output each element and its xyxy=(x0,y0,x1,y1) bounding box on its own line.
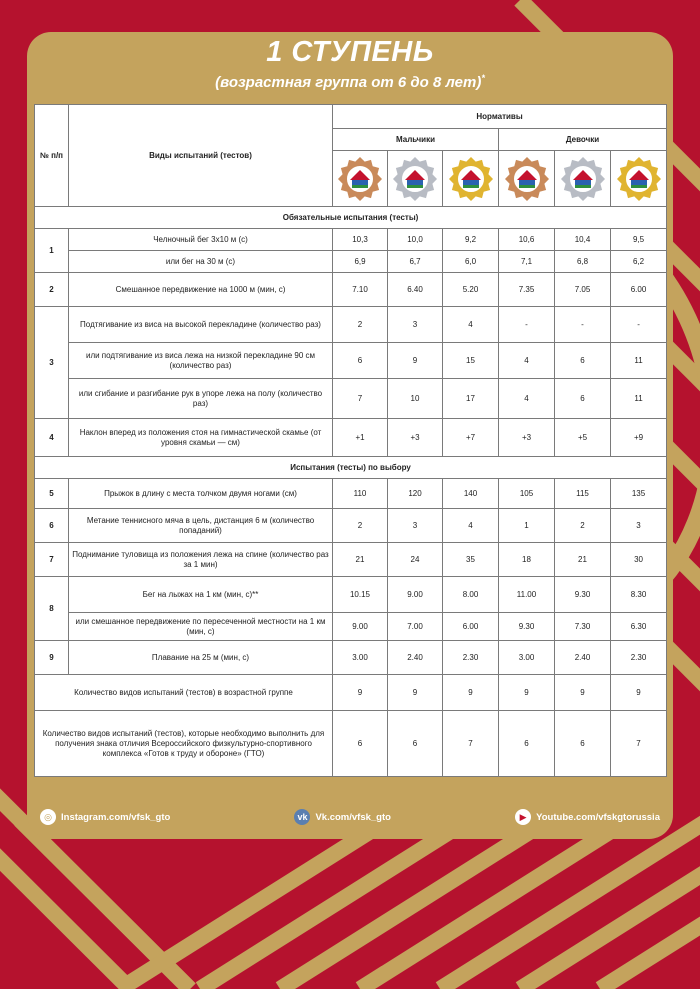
table-row xyxy=(35,543,667,577)
row-value-cell: - xyxy=(555,307,611,343)
norms-table xyxy=(34,104,667,777)
test-description: Смешанное передвижение на 1000 м (мин, с) xyxy=(69,273,333,307)
row-value-cell: 15 xyxy=(443,343,499,379)
table-row xyxy=(35,577,667,613)
summary-description: Количество видов испытаний (тестов), которые необходимо выполнить для получения знака отличия Всероссийского физкультурно-спортивного комплекса «Готов к труду и обороне» (ГТО) xyxy=(35,711,333,777)
silver-badge-icon xyxy=(560,156,606,202)
test-number: 6 xyxy=(35,509,69,543)
row-value-cell: 120 xyxy=(388,479,443,509)
row-value-cell: 6 xyxy=(555,343,611,379)
row-value-cell: 2.40 xyxy=(388,641,443,675)
vk-link[interactable] xyxy=(294,809,391,825)
youtube-link[interactable] xyxy=(515,809,660,825)
row-value-cell: 10,6 xyxy=(499,229,555,251)
row-value-cell: 17 xyxy=(443,379,499,419)
row-value-cell: 6.30 xyxy=(611,613,667,641)
test-description: или смешанное передвижение по пересеченной местности на 1 км (мин, с) xyxy=(69,613,333,641)
summary-row xyxy=(35,675,667,711)
youtube-text: Youtube.com/vfskgtorussia xyxy=(536,811,660,823)
row-value-cell: 21 xyxy=(333,543,388,577)
row-value-cell: 6 xyxy=(333,343,388,379)
header-row-norms xyxy=(35,105,667,129)
row-value-cell: 7.05 xyxy=(555,273,611,307)
row-value-cell: 5.20 xyxy=(443,273,499,307)
test-number: 5 xyxy=(35,479,69,509)
summary-value-cell: 7 xyxy=(443,711,499,777)
row-value-cell: 1 xyxy=(499,509,555,543)
norms-header: Нормативы xyxy=(333,105,667,129)
row-value-cell: 6,8 xyxy=(555,251,611,273)
row-value-cell: 4 xyxy=(443,509,499,543)
row-value-cell: 8.00 xyxy=(443,577,499,613)
test-number: 4 xyxy=(35,419,69,457)
row-value-cell: 7.30 xyxy=(555,613,611,641)
table-row xyxy=(35,379,667,419)
row-value-cell: 110 xyxy=(333,479,388,509)
row-value-cell: 6.00 xyxy=(611,273,667,307)
tests-header: Виды испытаний (тестов) xyxy=(69,105,333,207)
test-description: или бег на 30 м (с) xyxy=(69,251,333,273)
summary-description: Количество видов испытаний (тестов) в возрастной группе xyxy=(35,675,333,711)
gold-badge-icon xyxy=(616,156,662,202)
gold-badge-icon xyxy=(448,156,494,202)
row-value-cell: 2 xyxy=(333,509,388,543)
row-value-cell: 8.30 xyxy=(611,577,667,613)
badge-cell xyxy=(499,151,555,207)
test-description: или сгибание и разгибание рук в упоре лежа на полу (количество раз) xyxy=(69,379,333,419)
table-row xyxy=(35,419,667,457)
table-row xyxy=(35,273,667,307)
summary-value-cell: 6 xyxy=(333,711,388,777)
row-value-cell: 7 xyxy=(333,379,388,419)
summary-value-cell: 9 xyxy=(333,675,388,711)
test-description: Наклон вперед из положения стоя на гимнастической скамье (от уровня скамьи — см) xyxy=(69,419,333,457)
test-number: 8 xyxy=(35,577,69,641)
row-value-cell: - xyxy=(499,307,555,343)
row-value-cell: 4 xyxy=(499,343,555,379)
subtitle-text: (возрастная группа от 6 до 8 лет) xyxy=(215,74,482,91)
row-value-cell: 135 xyxy=(611,479,667,509)
test-description: Поднимание туловища из положения лежа на спине (количество раз за 1 мин) xyxy=(69,543,333,577)
row-value-cell: 140 xyxy=(443,479,499,509)
row-value-cell: 24 xyxy=(388,543,443,577)
row-value-cell: 10 xyxy=(388,379,443,419)
boys-header: Мальчики xyxy=(333,129,499,151)
summary-value-cell: 7 xyxy=(611,711,667,777)
row-value-cell: 6,7 xyxy=(388,251,443,273)
row-value-cell: 10,3 xyxy=(333,229,388,251)
table-row xyxy=(35,641,667,675)
instagram-text: Instagram.com/vfsk_gto xyxy=(61,811,171,823)
test-number: 1 xyxy=(35,229,69,273)
row-value-cell: 11 xyxy=(611,379,667,419)
row-value-cell: +1 xyxy=(333,419,388,457)
row-value-cell: 6 xyxy=(555,379,611,419)
test-description: или подтягивание из виса лежа на низкой перекладине 90 см (количество раз) xyxy=(69,343,333,379)
row-value-cell: 6,0 xyxy=(443,251,499,273)
row-value-cell: 4 xyxy=(443,307,499,343)
section-row-optional xyxy=(35,457,667,479)
row-value-cell: 10.15 xyxy=(333,577,388,613)
test-description: Бег на лыжах на 1 км (мин, с)** xyxy=(69,577,333,613)
row-value-cell: 3 xyxy=(388,509,443,543)
summary-value-cell: 9 xyxy=(611,675,667,711)
table-row xyxy=(35,229,667,251)
row-value-cell: 3.00 xyxy=(333,641,388,675)
row-value-cell: 3.00 xyxy=(499,641,555,675)
row-value-cell: 10,0 xyxy=(388,229,443,251)
row-value-cell: 11 xyxy=(611,343,667,379)
row-value-cell: 3 xyxy=(388,307,443,343)
row-value-cell: 21 xyxy=(555,543,611,577)
row-value-cell: - xyxy=(611,307,667,343)
table-row xyxy=(35,479,667,509)
girls-header: Девочки xyxy=(499,129,667,151)
test-number: 3 xyxy=(35,307,69,419)
row-value-cell: 9,5 xyxy=(611,229,667,251)
badge-cell xyxy=(333,151,388,207)
table-row xyxy=(35,343,667,379)
row-value-cell: 7.35 xyxy=(499,273,555,307)
row-value-cell: 11.00 xyxy=(499,577,555,613)
table-row xyxy=(35,613,667,641)
page-title: 1 СТУПЕНЬ xyxy=(266,36,434,68)
row-value-cell: +3 xyxy=(499,419,555,457)
summary-value-cell: 9 xyxy=(443,675,499,711)
badge-cell xyxy=(611,151,667,207)
vk-text: Vk.com/vfsk_gto xyxy=(315,811,391,823)
row-value-cell: +3 xyxy=(388,419,443,457)
badge-cell xyxy=(443,151,499,207)
row-value-cell: 6.00 xyxy=(443,613,499,641)
row-value-cell: 4 xyxy=(499,379,555,419)
instagram-link[interactable] xyxy=(40,809,170,825)
row-value-cell: 115 xyxy=(555,479,611,509)
table-row xyxy=(35,251,667,273)
bronze-badge-icon xyxy=(504,156,550,202)
page-subtitle xyxy=(27,73,673,91)
row-value-cell: 105 xyxy=(499,479,555,509)
row-value-cell: 6.40 xyxy=(388,273,443,307)
summary-row xyxy=(35,711,667,777)
test-number: 2 xyxy=(35,273,69,307)
row-value-cell: +7 xyxy=(443,419,499,457)
badge-cell xyxy=(555,151,611,207)
row-value-cell: 9.00 xyxy=(388,577,443,613)
row-value-cell: 2.30 xyxy=(611,641,667,675)
row-value-cell: 10,4 xyxy=(555,229,611,251)
youtube-icon: ▶ xyxy=(515,809,531,825)
row-value-cell: 3 xyxy=(611,509,667,543)
section-optional-title: Испытания (тесты) по выбору xyxy=(35,457,667,479)
test-number: 9 xyxy=(35,641,69,675)
row-value-cell: 7.00 xyxy=(388,613,443,641)
summary-value-cell: 9 xyxy=(555,675,611,711)
subtitle-footnote-mark: * xyxy=(481,73,485,83)
table-row xyxy=(35,307,667,343)
test-description: Подтягивание из виса на высокой перекладине (количество раз) xyxy=(69,307,333,343)
row-value-cell: +5 xyxy=(555,419,611,457)
row-value-cell: 9.00 xyxy=(333,613,388,641)
test-description: Челночный бег 3х10 м (с) xyxy=(69,229,333,251)
test-description: Плавание на 25 м (мин, с) xyxy=(69,641,333,675)
footer-links xyxy=(34,803,666,831)
silver-badge-icon xyxy=(392,156,438,202)
instagram-icon: ◎ xyxy=(40,809,56,825)
row-value-cell: 2 xyxy=(333,307,388,343)
test-number: 7 xyxy=(35,543,69,577)
section-required-title: Обязательные испытания (тесты) xyxy=(35,207,667,229)
test-description: Прыжок в длину с места толчком двумя ногами (см) xyxy=(69,479,333,509)
row-value-cell: 18 xyxy=(499,543,555,577)
row-value-cell: 9 xyxy=(388,343,443,379)
row-value-cell: 9,2 xyxy=(443,229,499,251)
row-value-cell: 2.30 xyxy=(443,641,499,675)
row-value-cell: 35 xyxy=(443,543,499,577)
row-value-cell: 7.10 xyxy=(333,273,388,307)
summary-value-cell: 9 xyxy=(388,675,443,711)
row-value-cell: 30 xyxy=(611,543,667,577)
vk-icon: vk xyxy=(294,809,310,825)
norms-card xyxy=(27,32,673,839)
row-value-cell: 9.30 xyxy=(499,613,555,641)
row-value-cell: 2 xyxy=(555,509,611,543)
row-value-cell: 9.30 xyxy=(555,577,611,613)
table-row xyxy=(35,509,667,543)
badge-cell xyxy=(388,151,443,207)
summary-value-cell: 6 xyxy=(555,711,611,777)
pp-header: № п/п xyxy=(35,105,69,207)
bronze-badge-icon xyxy=(337,156,383,202)
row-value-cell: 2.40 xyxy=(555,641,611,675)
row-value-cell: 6,9 xyxy=(333,251,388,273)
summary-value-cell: 6 xyxy=(499,711,555,777)
section-row-required xyxy=(35,207,667,229)
test-description: Метание теннисного мяча в цель, дистанция 6 м (количество попаданий) xyxy=(69,509,333,543)
row-value-cell: 6,2 xyxy=(611,251,667,273)
row-value-cell: 7,1 xyxy=(499,251,555,273)
row-value-cell: +9 xyxy=(611,419,667,457)
summary-value-cell: 6 xyxy=(388,711,443,777)
summary-value-cell: 9 xyxy=(499,675,555,711)
